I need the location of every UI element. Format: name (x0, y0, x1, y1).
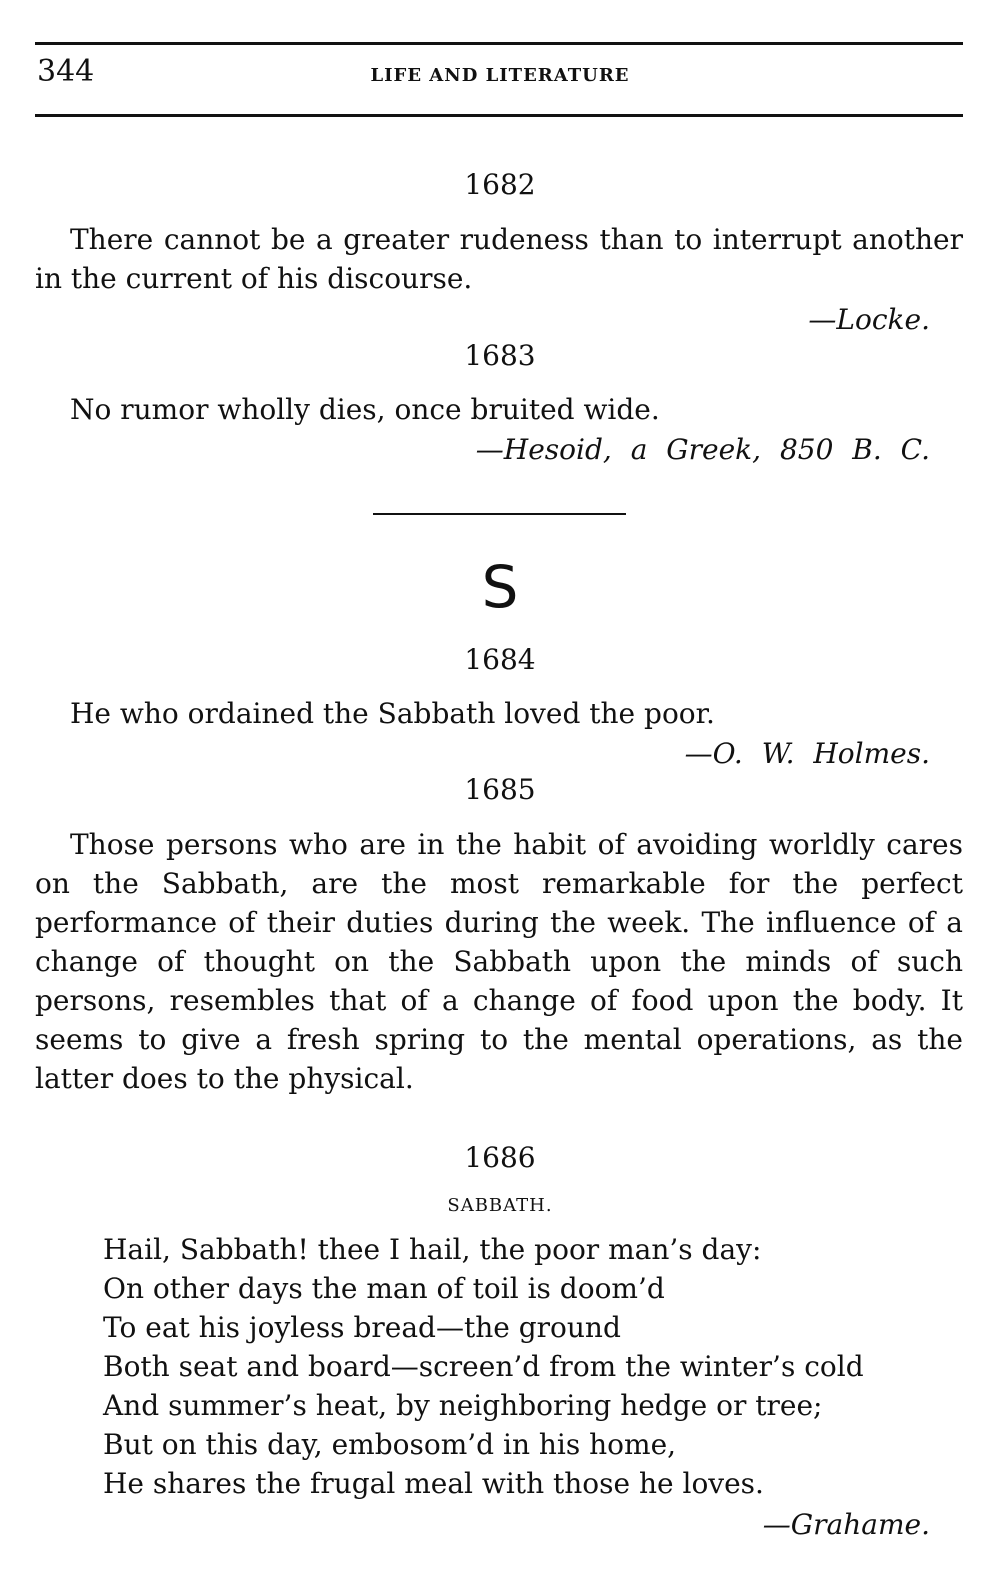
entry-attribution-1682: —Locke. (808, 303, 930, 336)
poem-line: On other days the man of toil is doom’d (103, 1272, 665, 1305)
entry-number-1686: 1686 (464, 1141, 536, 1174)
entry-text-1682: There cannot be a greater rudeness than to interrupt another in the current of his discourse. (35, 223, 963, 295)
entry-number-1684: 1684 (464, 643, 536, 676)
entry-text-1685: Those persons who are in the habit of avoiding worldly cares on the Sabbath, are the most remarkable for the perfect performance of their duties during the week. The influence of a change of thought on the Sabbath upon the minds of such persons, resembles that of a change of food upon the body. It seems to give a fresh spring to the mental operations, as the latter does to the physical. (35, 828, 963, 1095)
poem-line: But on this day, embosom’d in his home, (103, 1428, 677, 1461)
running-title: LIFE AND LITERATURE (370, 65, 630, 86)
page-number: 344 (37, 54, 95, 89)
entry-attribution-1684: —O. W. Holmes. (684, 737, 930, 770)
entry-text-1683: No rumor wholly dies, once bruited wide. (70, 393, 660, 426)
poem-line: To eat his joyless bread—the ground (103, 1311, 621, 1344)
poem-line: He shares the frugal meal with those he loves. (103, 1467, 764, 1500)
poem-block (103, 1230, 864, 1503)
poem-title: SABBATH. (447, 1195, 553, 1216)
poem-line: Both seat and board—screen’d from the winter’s cold (103, 1350, 864, 1383)
entry-number-1685: 1685 (464, 773, 536, 806)
top-rule (35, 42, 963, 45)
poem-line: Hail, Sabbath! thee I hail, the poor man’s day: (103, 1233, 762, 1266)
section-letter-heading: S (481, 553, 519, 621)
header-rule (35, 114, 963, 117)
entry-text-1684: He who ordained the Sabbath loved the poor. (70, 697, 715, 730)
section-divider-rule (373, 513, 626, 515)
entry-number-1682: 1682 (464, 168, 536, 201)
entry-attribution-1686: —Grahame. (762, 1508, 930, 1541)
entry-number-1683: 1683 (464, 339, 536, 372)
poem-line: And summer’s heat, by neighboring hedge or tree; (103, 1389, 823, 1422)
entry-attribution-1683: —Hesoid, a Greek, 850 B. C. (475, 433, 930, 466)
